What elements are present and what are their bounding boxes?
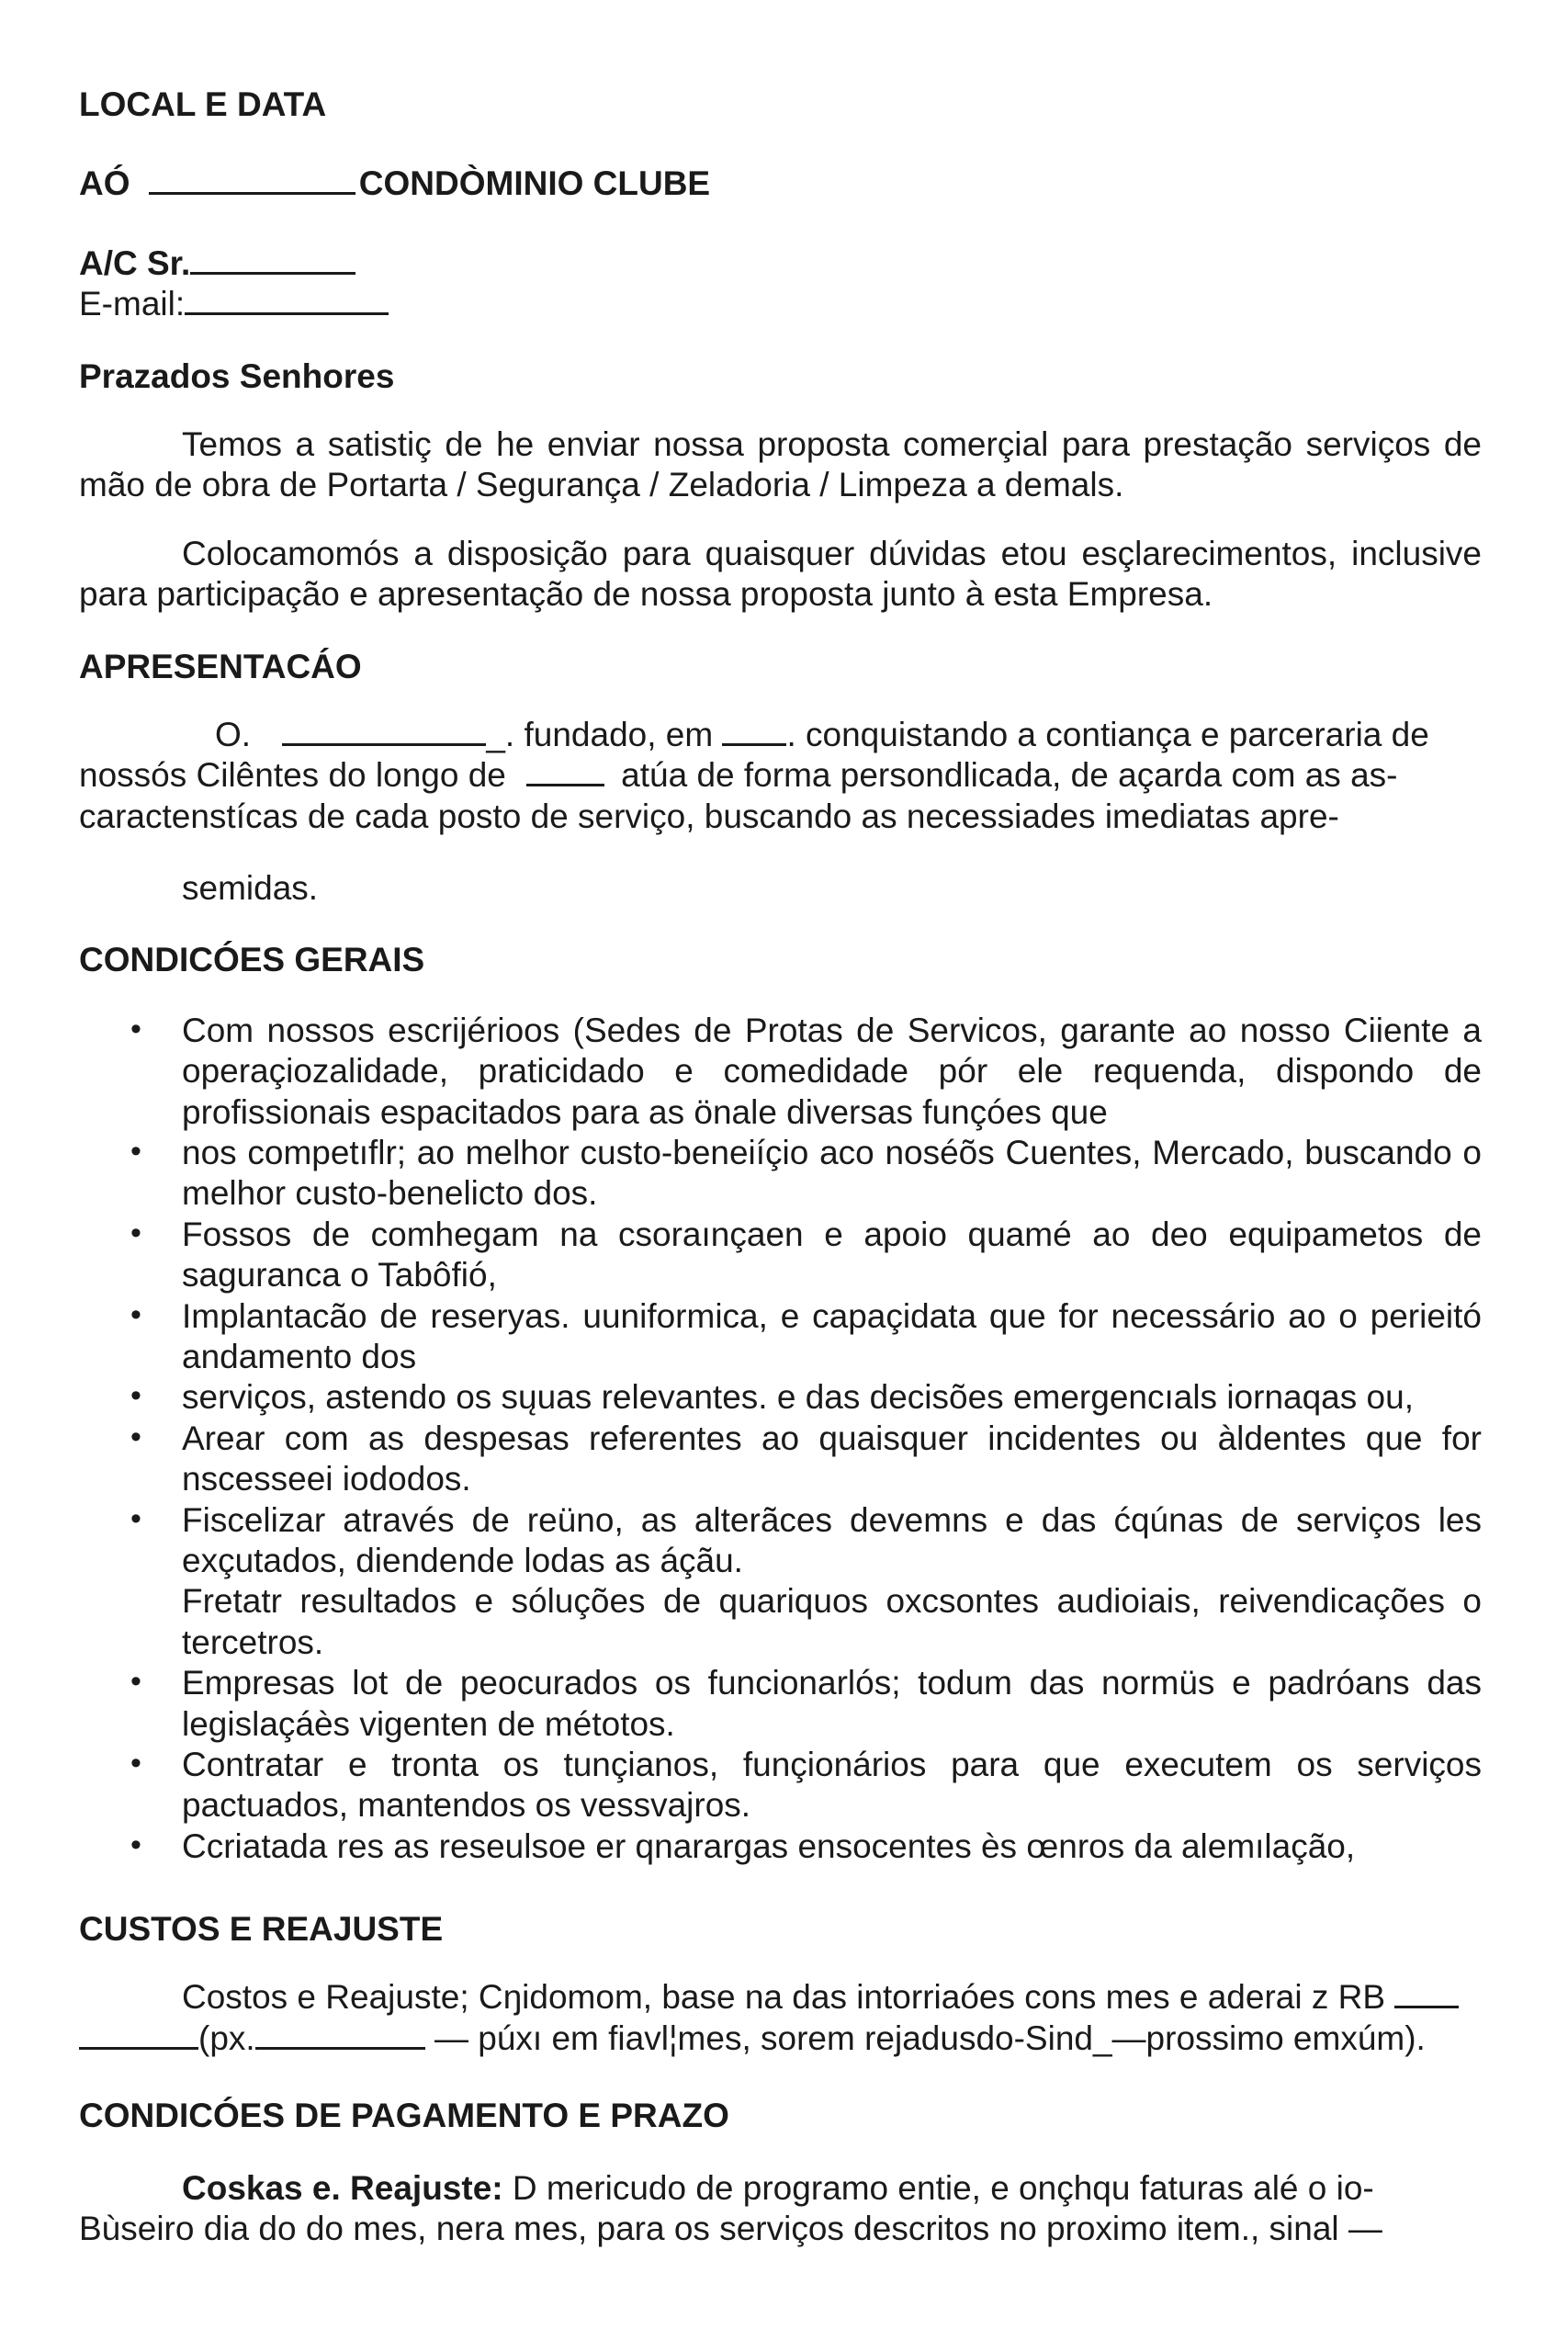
custos-text-1: Costos e Reajuste; Cŋidomom, base na das intorriaóes cons mes e aderai z RB: [182, 1978, 1386, 2017]
pagamento-lead: Coskas e. Reajuste:: [182, 2168, 503, 2207]
list-item-text: Com nossos escrijériоos (Sedes de Protas de Servicos, garante ao nosso Ciiente a operaçiozalidade, praticidado e comedidade pór ele requenda, dispondo de profissionais espacitados para as önale diversas funçóes que: [182, 1011, 1482, 1131]
custos-blank-2: [79, 2019, 198, 2050]
pagamento-text-1: D mericudo de programo entie, e onçhqu faturas alé o io-: [512, 2168, 1374, 2207]
recipient-prefix: AÓ: [79, 164, 130, 203]
attention-line: [79, 243, 1482, 284]
apresentacao-line-4: semidas.: [182, 869, 319, 908]
condicoes-list-continued: [79, 1663, 1482, 1867]
recipient-suffix: CONDÒMINIO CLUBE: [358, 164, 711, 203]
bullet-icon: •: [130, 1500, 141, 1536]
founder-blank: [282, 716, 486, 746]
apresentacao-line-1: [79, 715, 1482, 755]
apresentacao-line-3: caractenstícas de cada posto de serviço, buscando as necessiades imediatas apre-: [79, 797, 1339, 835]
recipient-line: [79, 164, 1482, 204]
bullet-icon: •: [130, 1215, 141, 1250]
list-item: [79, 1826, 1482, 1867]
custos-heading: CUSTOS E REAJUSTE: [79, 1910, 444, 1949]
list-item: [79, 1377, 1482, 1418]
bullet-icon: •: [130, 1011, 141, 1046]
years-blank: [526, 756, 604, 786]
apresentacao-text-3: . conquistando a contiança e parceraria de: [786, 715, 1429, 753]
list-item: [79, 1296, 1482, 1378]
apresentacao-text-2: _. fundado, em: [486, 715, 714, 753]
bullet-icon: •: [130, 1134, 141, 1170]
custos-line-1: [79, 1977, 1482, 2018]
list-item: [79, 1500, 1482, 1582]
custos-text-2: (px.: [198, 2018, 255, 2057]
custos-blank-1: [1394, 1978, 1459, 2008]
bullet-icon: •: [130, 1296, 141, 1332]
list-item: [79, 1419, 1482, 1500]
pagamento-line-2: Bùseiro dia do do mes, nera mes, para os serviços descritos no proximo item., sinal —: [79, 2210, 1382, 2248]
list-item: [79, 1663, 1482, 1745]
list-item-text: Implantacão de reseryas. uuniformica, e capaçidata que for necessário ao o perieitó andamento dos: [182, 1296, 1482, 1375]
custos-line-2: [79, 2018, 1482, 2059]
bullet-icon: •: [130, 1826, 141, 1862]
intro-paragraph-2: Colocamomós a disposição para quaisquer dúvidas etou esçlarecimentos, inclusive para participação e apresentação de nossa proposta junto à esta Empresa.: [79, 534, 1482, 614]
bullet-icon: •: [130, 1745, 141, 1781]
email-blank: [185, 285, 389, 315]
apresentacao-text-5: atúa de forma persondlicada, de açarda com as as-: [621, 756, 1398, 795]
list-item-text: Contratar e tronta os tunçianos, funçionários para que executem os serviços pactuados, mantendos os vessvajros.: [182, 1745, 1482, 1825]
list-item-unbulleted: Fretatr resultados e sóluções de quariquos oxcsontes audioiais, reivendicações o tercetros.: [182, 1582, 1482, 1661]
list-item-text: Arear com as despesas referentes ao quaisquer incidentes ou àldentes que for nscesseei iododos.: [182, 1419, 1482, 1498]
list-item-text: serviços, astendo os sųuas relevantes. e das decisões emergencıals iornaqas ou,: [182, 1378, 1414, 1417]
apresentacao-line-2: [79, 755, 1482, 796]
condicoes-heading: CONDICÓES GERAIS: [79, 941, 425, 979]
pagamento-heading: CONDICÓES DE PAGAMENTO E PRAZO: [79, 2097, 729, 2135]
local-data-heading: LOCAL E DATA: [79, 85, 327, 123]
greeting: Prazados Senhores: [79, 356, 395, 395]
custos-text-3: — púxı em fiavl¦mes, sorem rejadusdo-Sind_—prossimo emxúm).: [434, 2018, 1426, 2057]
bullet-icon: •: [130, 1378, 141, 1414]
list-item-text: Empresas lot de peocurados os funcionarlós; todum das normüs e padróans das legislaçáès vigenten de métotos.: [182, 1664, 1482, 1743]
list-item: [79, 1011, 1482, 1133]
bullet-icon: •: [130, 1419, 141, 1454]
list-item: [79, 1215, 1482, 1296]
apresentacao-text-4: nossós Cilêntes do longo de: [79, 756, 506, 795]
custos-blank-3: [255, 2019, 425, 2050]
condicoes-list: [79, 1011, 1482, 1581]
list-item: [79, 1133, 1482, 1215]
recipient-blank: [149, 164, 355, 195]
list-item-text: Ccriatada res as reseulsoe er qnarargas ensocentes ès œnros da alemılação,: [182, 1826, 1356, 1865]
list-item-text: nos competıflr; ao melhor custo-beneiíçio aco noséõs Cuentes, Mercado, buscando o melhor custo-benelicto dos.: [182, 1134, 1482, 1213]
attention-label: A/C Sr.: [79, 243, 191, 282]
pagamento-line-1: [79, 2168, 1482, 2209]
email-line: [79, 284, 1482, 324]
intro-paragraph-1: Temos a satistiç de he enviar nossa proposta comerçial para prestação serviços de mão de obra de Portarta / Segurança / Zeladoria / Limpeza a demals.: [79, 424, 1482, 504]
apresentacao-heading: APRESENTACÁO: [79, 647, 362, 685]
attention-blank: [190, 244, 355, 275]
apresentacao-text-1: O.: [215, 715, 252, 753]
year-blank: [722, 716, 786, 746]
list-item: [79, 1745, 1482, 1826]
list-item-text: Fiscelizar através de reüno, as alterãces devemns e das ćqúnas de serviços les exçutados, diendende lodas as áçãu.: [182, 1500, 1482, 1579]
list-item-text: Fossos de comhegam na csoraınçaen e apoio quamé ao deo equipametos de saguranca o Tabôfió,: [182, 1215, 1482, 1295]
email-label: E-mail:: [79, 285, 186, 323]
bullet-icon: •: [130, 1664, 141, 1700]
